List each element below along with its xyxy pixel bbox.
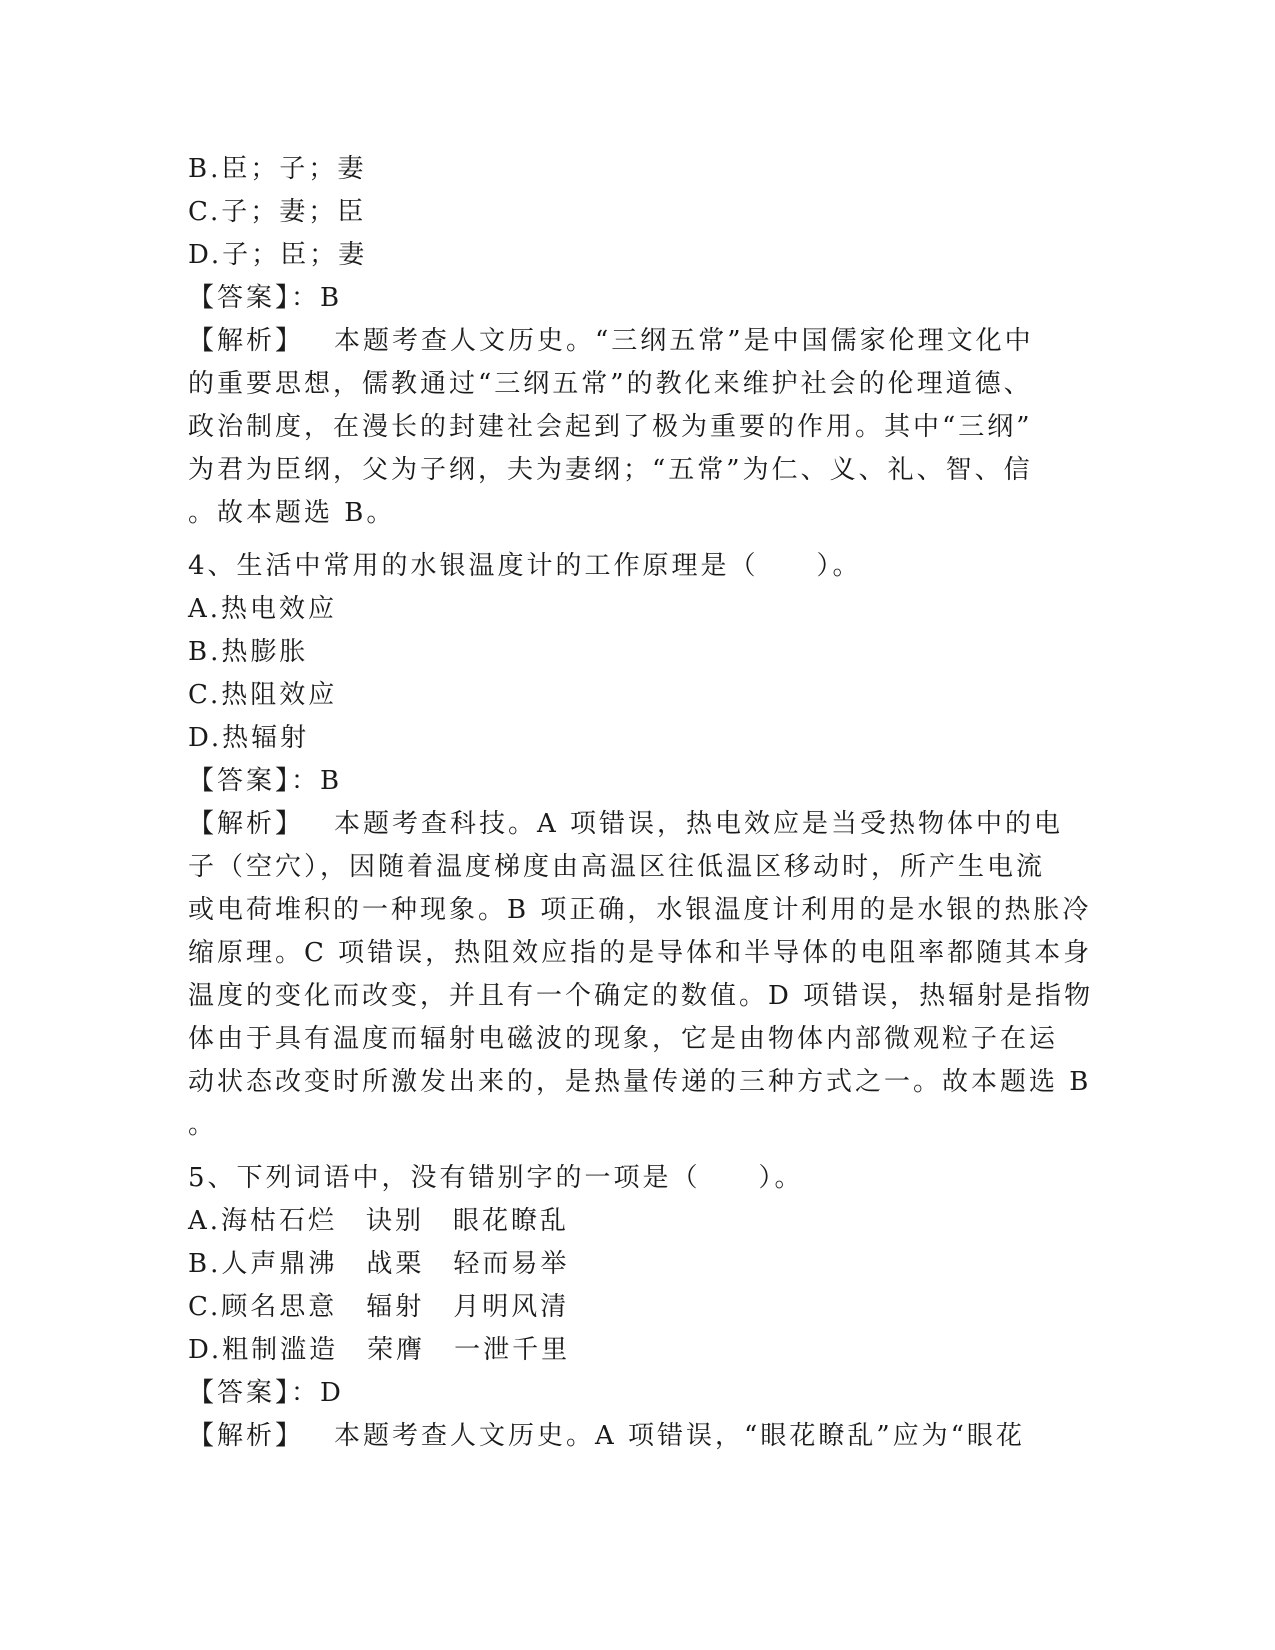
question-5-block bbox=[188, 1157, 1088, 1458]
answer-line: 【答案】：B bbox=[188, 283, 343, 313]
analysis-first-line bbox=[188, 803, 1088, 846]
analysis-text: 本题考查人文历史。A 项错误，“眼花瞭乱”应为“眼花 bbox=[334, 1421, 1025, 1451]
analysis-line: 或电荷堆积的一种现象。B 项正确，水银温度计利用的是水银的热胀冷 bbox=[188, 895, 1092, 925]
option-b: B.热膨胀 bbox=[188, 637, 309, 667]
analysis-line: 为君为臣纲，父为子纲，夫为妻纲；“五常”为仁、义、礼、智、信 bbox=[188, 455, 1033, 485]
document-page bbox=[188, 148, 1094, 1458]
option-c: C.顾名思意 辐射 月明风清 bbox=[188, 1292, 570, 1322]
question-text: 5、下列词语中，没有错别字的一项是（ ）。 bbox=[188, 1163, 804, 1193]
option-d: D.粗制滥造 荣膺 一泄千里 bbox=[188, 1335, 571, 1365]
option-c: C.子；妻；臣 bbox=[188, 197, 367, 227]
analysis-line: 。故本题选 B。 bbox=[188, 498, 396, 528]
analysis-first-line bbox=[188, 320, 1088, 363]
analysis-line: 缩原理。C 项错误，热阻效应指的是导体和半导体的电阻率都随其本身 bbox=[188, 938, 1093, 968]
answer-line: 【答案】：B bbox=[188, 766, 343, 796]
option-c: C.热阻效应 bbox=[188, 680, 338, 710]
analysis-first-line bbox=[188, 1415, 1088, 1458]
option-a: A.海枯石烂 诀别 眼花瞭乱 bbox=[188, 1206, 570, 1236]
analysis-text: 本题考查人文历史。“三纲五常”是中国儒家伦理文化中 bbox=[334, 326, 1034, 356]
question-text: 4、生活中常用的水银温度计的工作原理是（ ）。 bbox=[188, 551, 862, 581]
question-3-block bbox=[188, 148, 1088, 535]
analysis-text: 本题考查科技。A 项错误，热电效应是当受热物体中的电 bbox=[334, 809, 1064, 839]
analysis-label: 【解析】 bbox=[188, 809, 305, 839]
analysis-line: 。 bbox=[188, 1110, 218, 1140]
analysis-line: 温度的变化而改变，并且有一个确定的数值。D 项错误，热辐射是指物 bbox=[188, 981, 1094, 1011]
option-b: B.人声鼎沸 战栗 轻而易举 bbox=[188, 1249, 570, 1279]
answer-line: 【答案】：D bbox=[188, 1378, 344, 1408]
analysis-label: 【解析】 bbox=[188, 1421, 305, 1451]
option-b: B.臣；子；妻 bbox=[188, 154, 367, 184]
analysis-line: 政治制度，在漫长的封建社会起到了极为重要的作用。其中“三纲” bbox=[188, 412, 1033, 442]
analysis-line: 动状态改变时所激发出来的，是热量传递的三种方式之一。故本题选 B bbox=[188, 1067, 1092, 1097]
option-a: A.热电效应 bbox=[188, 594, 338, 624]
analysis-line: 的重要思想，儒教通过“三纲五常”的教化来维护社会的伦理道德、 bbox=[188, 369, 1033, 399]
option-d: D.子；臣；妻 bbox=[188, 240, 368, 270]
question-4-block bbox=[188, 545, 1094, 1147]
analysis-line: 体由于具有温度而辐射电磁波的现象，它是由物体内部微观粒子在运 bbox=[188, 1024, 1059, 1054]
option-d: D.热辐射 bbox=[188, 723, 310, 753]
analysis-label: 【解析】 bbox=[188, 326, 305, 356]
analysis-line: 子（空穴），因随着温度梯度由高温区往低温区移动时，所产生电流 bbox=[188, 852, 1046, 882]
